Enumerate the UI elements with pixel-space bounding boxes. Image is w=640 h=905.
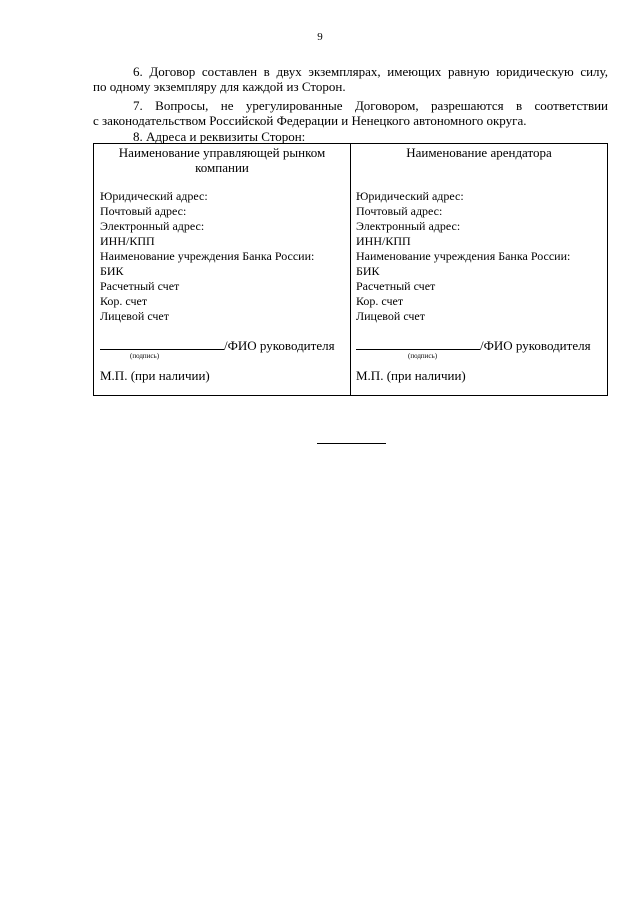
bik-label: БИК (356, 264, 380, 278)
signature-row (356, 337, 591, 354)
settlement-account-label: Расчетный счет (100, 279, 180, 293)
personal-account-label: Лицевой счет (100, 309, 170, 323)
clause-7 (93, 98, 608, 128)
managing-company-fields (100, 189, 314, 324)
tenant-column (351, 144, 607, 395)
page-number: 9 (317, 31, 323, 43)
corr-account-label: Кор. счет (356, 294, 404, 308)
clause-6-line-1: 6. Договор составлен в двух экземплярах, имеющих равную юридическую силу, (133, 64, 608, 79)
tenant-header: Наименование арендатора (406, 145, 552, 160)
signature-line (356, 337, 480, 350)
signature-line (100, 337, 224, 350)
stamp-label: М.П. (при наличии) (100, 368, 210, 383)
director-name-label: /ФИО руководителя (480, 338, 591, 353)
legal-address-label: Юридический адрес: (356, 189, 464, 203)
requisites-table (93, 143, 608, 396)
postal-address-label: Почтовый адрес: (356, 204, 443, 218)
signature-caption: (подпись) (130, 352, 160, 360)
settlement-account-label: Расчетный счет (356, 279, 436, 293)
managing-company-header: Наименование управляющей рынком компании (118, 145, 326, 175)
bank-name-label: Наименование учреждения Банка России: (356, 249, 571, 263)
clause-8 (93, 129, 608, 144)
end-of-document-rule (317, 443, 386, 444)
clause-8-title: 8. Адреса и реквизиты Сторон: (133, 129, 306, 144)
inn-kpp-label: ИНН/КПП (100, 234, 155, 248)
clause-6 (93, 64, 608, 94)
signature-caption: (подпись) (408, 352, 438, 360)
email-address-label: Электронный адрес: (356, 219, 461, 233)
clause-6-line-2: по одному экземпляру для каждой из Сторон. (93, 79, 346, 94)
legal-address-label: Юридический адрес: (100, 189, 208, 203)
postal-address-label: Почтовый адрес: (100, 204, 187, 218)
personal-account-label: Лицевой счет (356, 309, 426, 323)
clause-7-line-1: 7. Вопросы, не урегулированные Договором, разрешаются в соответствии (133, 98, 608, 113)
bank-name-label: Наименование учреждения Банка России: (100, 249, 315, 263)
bik-label: БИК (100, 264, 124, 278)
managing-company-column (94, 144, 351, 395)
inn-kpp-label: ИНН/КПП (356, 234, 411, 248)
director-name-label: /ФИО руководителя (224, 338, 335, 353)
stamp-label: М.П. (при наличии) (356, 368, 466, 383)
email-address-label: Электронный адрес: (100, 219, 205, 233)
clause-7-line-2: с законодательством Российской Федерации и Ненецкого автономного округа. (93, 113, 527, 128)
tenant-fields (356, 189, 570, 324)
corr-account-label: Кор. счет (100, 294, 148, 308)
